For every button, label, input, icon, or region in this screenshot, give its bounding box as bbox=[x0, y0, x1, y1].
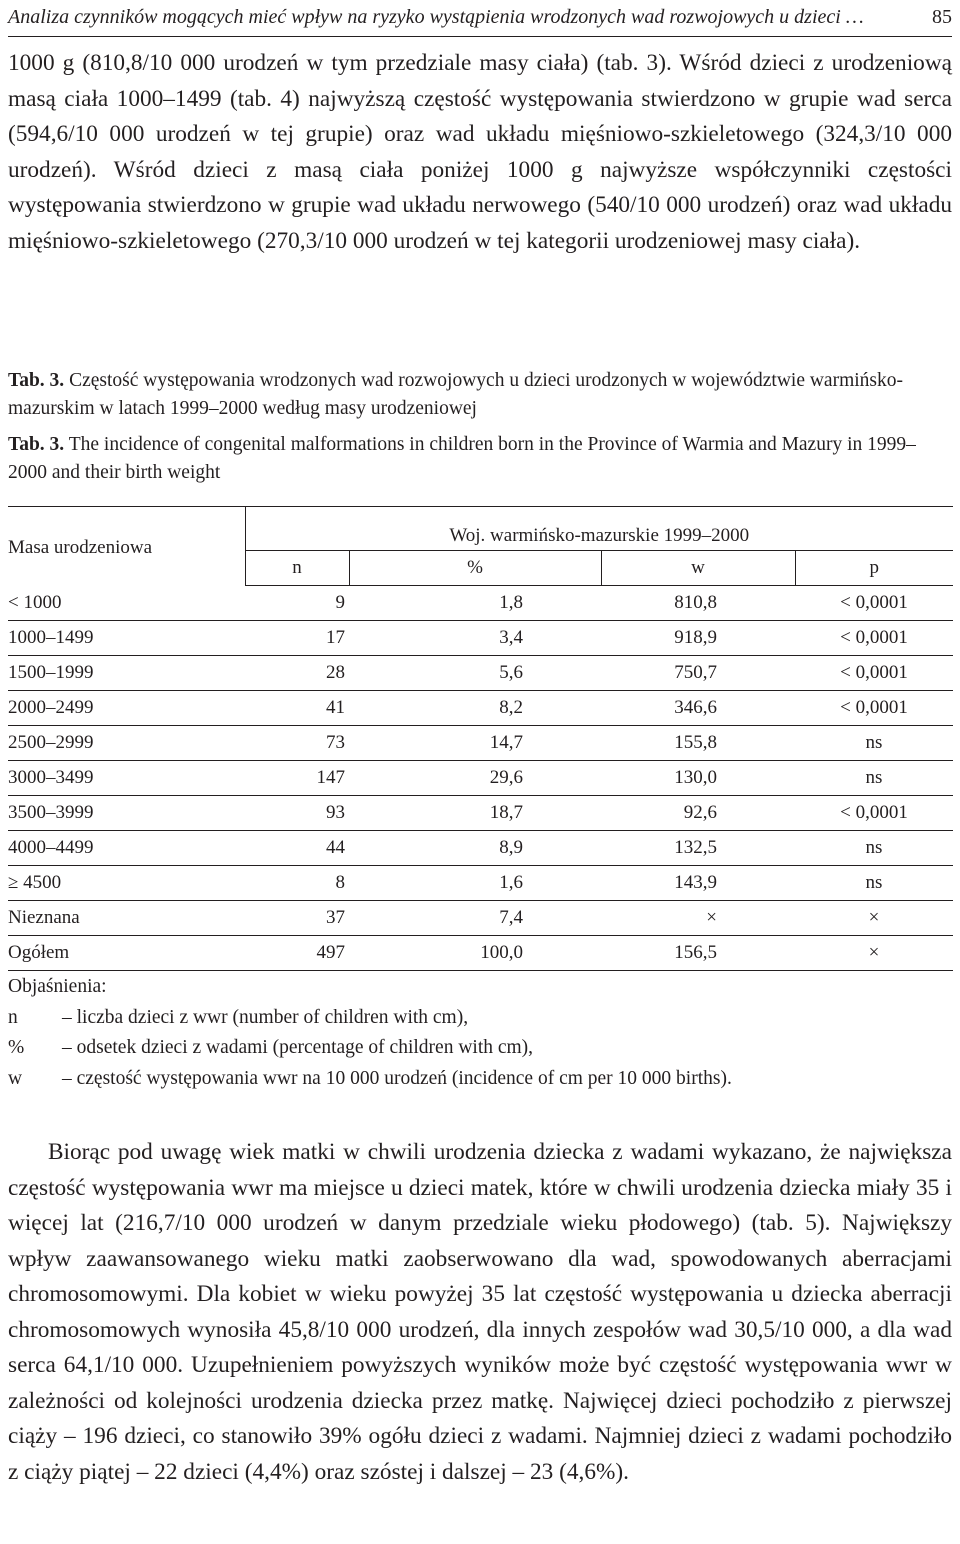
cell-w: 918,9 bbox=[601, 621, 795, 656]
cell-n: 17 bbox=[245, 621, 349, 656]
cell-w: 130,0 bbox=[601, 761, 795, 796]
cell-w: 810,8 bbox=[601, 586, 795, 621]
incidence-table bbox=[8, 506, 953, 971]
table-row bbox=[8, 691, 953, 726]
cell-pct: 29,6 bbox=[349, 761, 601, 796]
cell-pct: 100,0 bbox=[349, 936, 601, 971]
cell-mass: Ogółem bbox=[8, 936, 245, 971]
cell-n: 44 bbox=[245, 831, 349, 866]
cell-p: ns bbox=[795, 726, 953, 761]
cell-w: 155,8 bbox=[601, 726, 795, 761]
cell-w: 346,6 bbox=[601, 691, 795, 726]
cell-p: ns bbox=[795, 831, 953, 866]
explanation-desc: – częstość występowania wwr na 10 000 urodzeń (incidence of cm per 10 000 births). bbox=[62, 1067, 732, 1089]
cell-pct: 3,4 bbox=[349, 621, 601, 656]
cell-p: < 0,0001 bbox=[795, 796, 953, 831]
cell-w: 750,7 bbox=[601, 656, 795, 691]
running-header bbox=[8, 2, 952, 37]
cell-pct: 1,6 bbox=[349, 866, 601, 901]
table-row bbox=[8, 586, 953, 621]
table-caption-en bbox=[8, 431, 952, 487]
table-row bbox=[8, 761, 953, 796]
table-row bbox=[8, 901, 953, 936]
explanation-symbol: w bbox=[8, 1067, 23, 1089]
cell-pct: 14,7 bbox=[349, 726, 601, 761]
cell-p: × bbox=[795, 936, 953, 971]
table-row bbox=[8, 656, 953, 691]
cell-pct: 18,7 bbox=[349, 796, 601, 831]
cell-mass: 3500–3999 bbox=[8, 796, 245, 831]
group-header: Woj. warmińsko-mazurskie 1999–2000 bbox=[245, 507, 953, 551]
cell-n: 28 bbox=[245, 656, 349, 691]
cell-pct: 8,2 bbox=[349, 691, 601, 726]
explanation-item bbox=[8, 1033, 952, 1064]
cell-n: 9 bbox=[245, 586, 349, 621]
explanation-symbol: % bbox=[8, 1037, 25, 1058]
cell-w: 156,5 bbox=[601, 936, 795, 971]
cell-w: 143,9 bbox=[601, 866, 795, 901]
running-title: Analiza czynników mogących mieć wpływ na ryzyko wystąpienia wrodzonych wad rozwojowych u dzieci … bbox=[8, 6, 864, 28]
cell-mass: Nieznana bbox=[8, 901, 245, 936]
col-header-n: n bbox=[245, 551, 349, 586]
cell-w: × bbox=[601, 901, 795, 936]
table-row bbox=[8, 796, 953, 831]
explanation-desc: – liczba dzieci z wwr (number of children with cm), bbox=[62, 1006, 469, 1028]
body-paragraph-1: 1000 g (810,8/10 000 urodzeń w tym przedziale masy ciała) (tab. 3). Wśród dzieci z urodzeniową masą ciała 1000–1499 (tab. 4) najwyższą częstość występowania stwierdzono w grupie wad serca (594,6/10 000 urodzeń w tej grupie) oraz wad układu mięśniowo-szkieletowego (324,3/10 000 urodzeń). Wśród dzieci z masą ciała poniżej 1000 g najwyższe współczynniki częstości występowania stwierdzono w grupie wad układu nerwowego (540/10 000 urodzeń) oraz wad układu mięśniowo-szkieletowego (270,3/10 000 urodzeń w tej kategorii urodzeniowej masy ciała). bbox=[8, 50, 952, 254]
cell-mass: 3000–3499 bbox=[8, 761, 245, 796]
table-row bbox=[8, 831, 953, 866]
cell-n: 497 bbox=[245, 936, 349, 971]
cell-mass: 4000–4499 bbox=[8, 831, 245, 866]
col-header-p: p bbox=[795, 551, 953, 586]
cell-pct: 5,6 bbox=[349, 656, 601, 691]
caption-label-en: Tab. 3. bbox=[8, 434, 65, 455]
cell-n: 37 bbox=[245, 901, 349, 936]
cell-pct: 1,8 bbox=[349, 586, 601, 621]
cell-p: × bbox=[795, 901, 953, 936]
cell-mass: 1500–1999 bbox=[8, 656, 245, 691]
cell-n: 73 bbox=[245, 726, 349, 761]
explanation-item bbox=[8, 1064, 952, 1095]
cell-pct: 8,9 bbox=[349, 831, 601, 866]
table-caption-pl bbox=[8, 367, 952, 423]
explanations-title: Objaśnienia: bbox=[8, 976, 107, 997]
cell-p: < 0,0001 bbox=[795, 656, 953, 691]
table-row bbox=[8, 621, 953, 656]
cell-p: < 0,0001 bbox=[795, 621, 953, 656]
cell-p: < 0,0001 bbox=[795, 586, 953, 621]
cell-pct: 7,4 bbox=[349, 901, 601, 936]
cell-mass: 1000–1499 bbox=[8, 621, 245, 656]
table-row bbox=[8, 936, 953, 971]
caption-label-pl: Tab. 3. bbox=[8, 370, 65, 391]
cell-n: 147 bbox=[245, 761, 349, 796]
cell-mass: < 1000 bbox=[8, 586, 245, 621]
explanation-item bbox=[8, 1003, 952, 1034]
caption-text-en: The incidence of congenital malformations in children born in the Province of Warmia and Mazury in 1999–2000 and their birth weight bbox=[8, 434, 916, 483]
col-header-w: w bbox=[601, 551, 795, 586]
caption-text-pl: Częstość występowania wrodzonych wad rozwojowych u dzieci urodzonych w województwie warmińsko-mazurskim w latach 1999–2000 według masy urodzeniowej bbox=[8, 370, 903, 419]
table-row bbox=[8, 726, 953, 761]
page-number: 85 bbox=[932, 6, 952, 28]
cell-w: 92,6 bbox=[601, 796, 795, 831]
explanation-desc: – odsetek dzieci z wadami (percentage of children with cm), bbox=[62, 1037, 534, 1058]
cell-p: ns bbox=[795, 761, 953, 796]
cell-p: ns bbox=[795, 866, 953, 901]
cell-w: 132,5 bbox=[601, 831, 795, 866]
cell-n: 93 bbox=[245, 796, 349, 831]
cell-mass: 2000–2499 bbox=[8, 691, 245, 726]
row-header-mass: Masa urodzeniowa bbox=[8, 507, 245, 586]
table-row bbox=[8, 866, 953, 901]
explanations bbox=[8, 972, 952, 1094]
col-header-pct: % bbox=[349, 551, 601, 586]
body-paragraph-2: Biorąc pod uwagę wiek matki w chwili urodzenia dziecka z wadami wykazano, że największa częstość występowania wwr ma miejsce u dzieci matek, które w chwili urodzenia dziecka miały 35 i więcej lat (216,7/10 000 urodzeń w danym przedziale wieku płodowego) (tab. 5). Największy wpływ zaawansowanego wieku matki zaobserwowano dla wad, spowodowanych aberracjami chromosomowymi. Dla kobiet w wieku powyżej 35 lat częstość występowania u dziecka aberracji chromosomowych wynosiła 45,8/10 000 urodzeń, dla innych zespołów wad 30,5/10 000, a dla wad serca 64,1/10 000. Uzupełnieniem powyższych wyników może być częstość występowania wwr w zależności od kolejności urodzenia dziecka przez matkę. Najwięcej dzieci pochodziło z pierwszej ciąży – 196 dzieci, co stanowiło 39% ogółu dzieci z wadami. Najmniej dzieci z wadami pochodziło z ciąży piątej – 22 dzieci (4,4%) oraz szóstej i dalszej – 23 (4,6%). bbox=[8, 1139, 952, 1485]
cell-n: 41 bbox=[245, 691, 349, 726]
cell-p: < 0,0001 bbox=[795, 691, 953, 726]
cell-mass: 2500–2999 bbox=[8, 726, 245, 761]
explanation-symbol: n bbox=[8, 1006, 18, 1028]
cell-n: 8 bbox=[245, 866, 349, 901]
cell-mass: ≥ 4500 bbox=[8, 866, 245, 901]
